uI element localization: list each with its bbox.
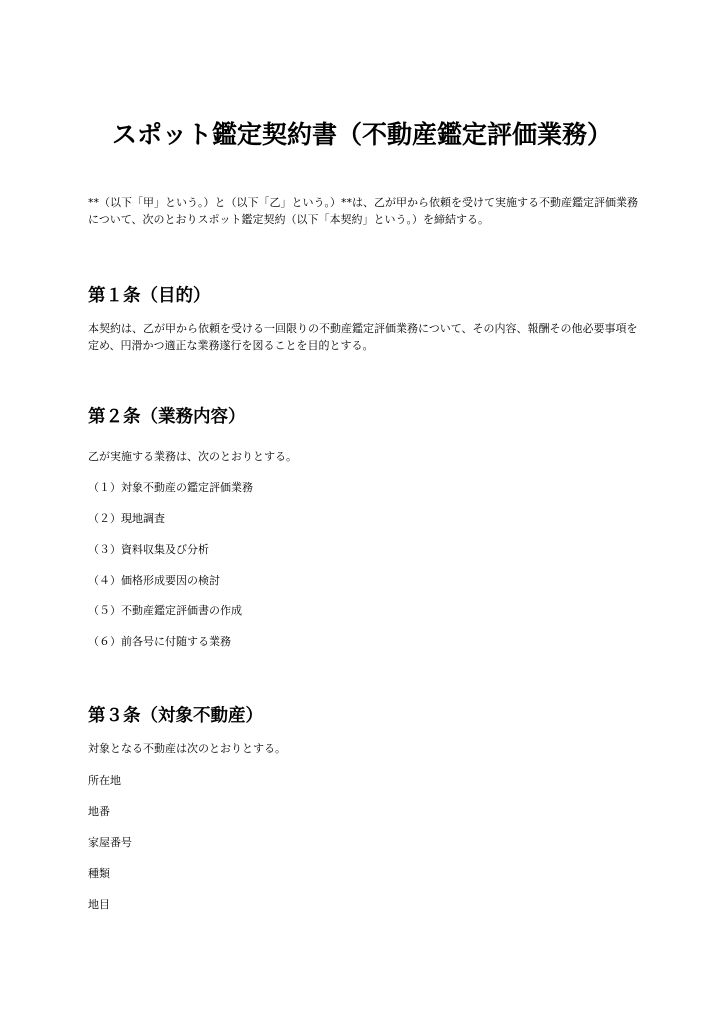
list-item: （５）不動産鑑定評価書の作成 xyxy=(88,604,242,617)
field-label: 所在地 xyxy=(88,774,121,787)
field-label: 種類 xyxy=(88,867,110,880)
preamble: **（以下「甲」という。）と（以下「乙」という。）**は、乙が甲から依頼を受けて実施する不動産鑑定評価業務について、次のとおりスポット鑑定契約（以下「本契約」という。）を締結する。 xyxy=(88,196,638,226)
article-3-heading: 第３条（対象不動産） xyxy=(88,706,263,726)
list-item: （１）対象不動産の鑑定評価業務 xyxy=(88,481,253,494)
list-item: （３）資料収集及び分析 xyxy=(88,543,209,556)
field-label: 家屋番号 xyxy=(88,836,132,849)
list-item: （４）価格形成要因の検討 xyxy=(88,574,220,587)
article-2-heading: 第２条（業務内容） xyxy=(88,407,246,427)
document-title: スポット鑑定契約書（不動産鑑定評価業務） xyxy=(111,120,612,149)
field-label: 地番 xyxy=(88,805,110,818)
article-1-body: 本契約は、乙が甲から依頼を受ける一回限りの不動産鑑定評価業務について、その内容、報酬その他必要事項を定め、円滑かつ適正な業務遂行を図ることを目的とする。 xyxy=(88,322,638,352)
list-item: （６）前各号に付随する業務 xyxy=(88,635,231,648)
field-label: 地目 xyxy=(88,898,110,911)
list-item: （２）現地調査 xyxy=(88,512,165,525)
article-1-heading: 第１条（目的） xyxy=(88,286,211,306)
article-3-intro: 対象となる不動産は次のとおりとする。 xyxy=(88,742,286,755)
article-2-intro: 乙が実施する業務は、次のとおりとする。 xyxy=(88,450,297,463)
